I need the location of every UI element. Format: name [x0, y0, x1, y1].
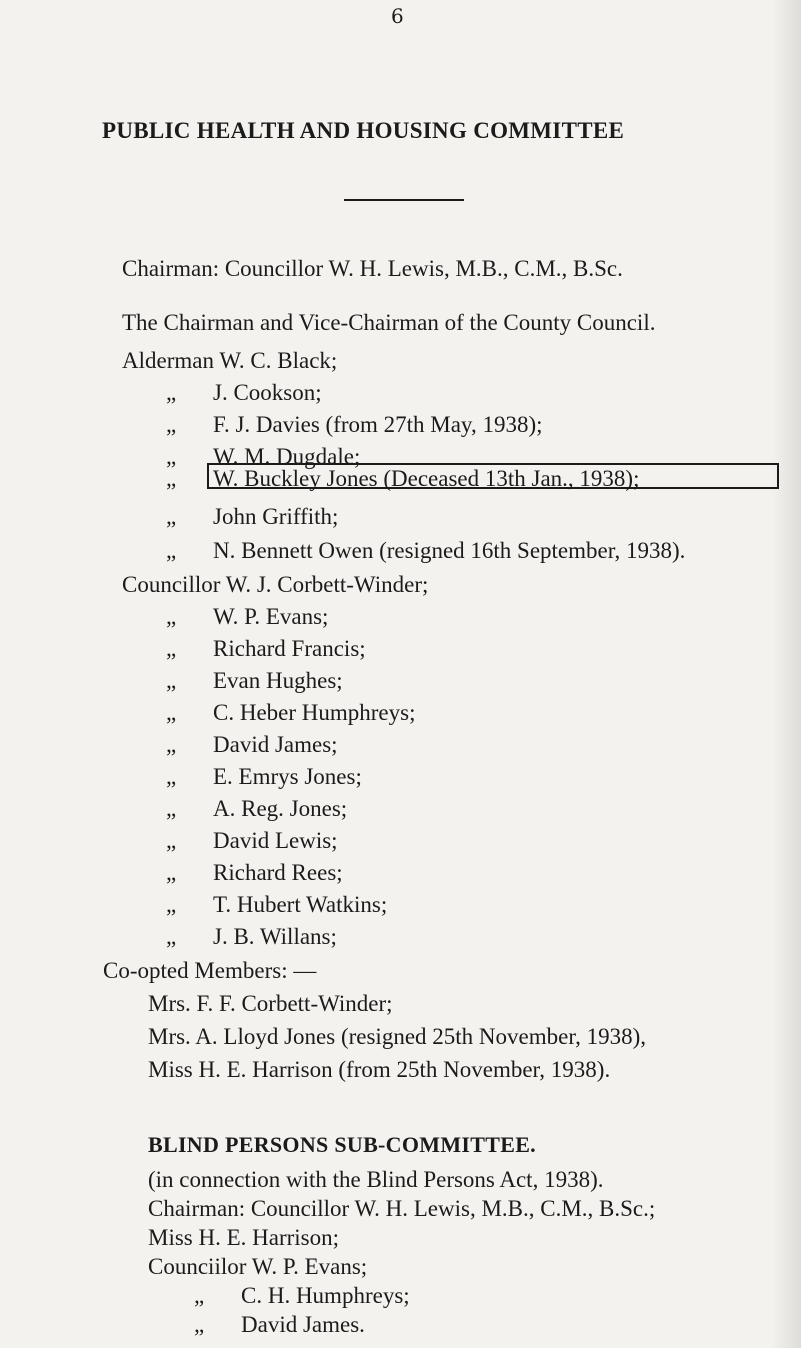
ditto-mark: „: [166, 466, 177, 491]
ditto-mark: „: [166, 504, 177, 529]
ditto-mark: „: [166, 636, 177, 661]
ditto-mark: „: [194, 1312, 205, 1337]
ditto-mark: „: [166, 412, 177, 437]
councillor-row: [166, 796, 347, 822]
councillor-row: [166, 668, 343, 694]
sub-committee-member: C. H. Humphreys;: [241, 1283, 410, 1308]
councillor-row: [166, 636, 366, 662]
sub-committee-row-last: [194, 1312, 365, 1338]
councillor-name: David Lewis;: [213, 828, 338, 853]
heading-rule: [344, 199, 464, 201]
councillor-row: [166, 860, 343, 886]
ditto-mark: „: [166, 860, 177, 885]
alderman-name: J. Cookson;: [213, 380, 322, 405]
councillor-name: David James;: [213, 732, 338, 757]
ditto-mark: „: [166, 700, 177, 725]
ditto-mark: „: [166, 444, 177, 469]
ditto-mark: „: [166, 796, 177, 821]
councillor-name: E. Emrys Jones;: [213, 764, 362, 789]
councillor-name: W. J. Corbett-Winder;: [225, 572, 429, 597]
councillor-row: [166, 700, 416, 726]
intro-line: The Chairman and Vice-Chairman of the County Council.: [122, 310, 656, 335]
committee-heading: PUBLIC HEALTH AND HOUSING COMMITTEE: [102, 118, 625, 143]
councillor-name: C. Heber Humphreys;: [213, 700, 416, 725]
councillor-name: W. P. Evans;: [213, 604, 329, 629]
councillor-name: A. Reg. Jones;: [213, 796, 348, 821]
sub-committee-member: W. P. Evans;: [251, 1254, 368, 1279]
councillor-row: [166, 924, 337, 950]
councillor-row: [166, 732, 338, 758]
alderman-name: W. M. Dugdale;: [213, 444, 361, 469]
councillor-name: Richard Rees;: [213, 860, 343, 885]
co-opted-member: Miss H. E. Harrison (from 25th November, 1938).: [148, 1057, 611, 1082]
alderman-name: N. Bennett Owen (resigned 16th September, 1938).: [213, 538, 686, 563]
sub-committee-member: David James.: [241, 1312, 365, 1337]
ditto-mark: „: [166, 924, 177, 949]
alderman-name: F. J. Davies (from 27th May, 1938);: [213, 412, 543, 437]
alderman-row: [166, 504, 338, 530]
alderman-row: [166, 538, 685, 564]
page-number: 6: [391, 4, 404, 28]
councillor-row: [166, 828, 338, 854]
sub-committee-note: (in connection with the Blind Persons Act, 1938).: [148, 1167, 604, 1192]
ditto-mark: „: [166, 604, 177, 629]
councillor-title: Councillor: [122, 572, 221, 597]
alderman-row: [166, 412, 543, 438]
alderman-row: [166, 380, 322, 406]
ditto-mark: „: [166, 732, 177, 757]
councillor-row: [166, 892, 387, 918]
councillor-row: [166, 764, 362, 790]
councillor-first-row: [122, 572, 428, 598]
sub-committee-councillor-row: [148, 1254, 367, 1280]
co-opted-member: Mrs. F. F. Corbett-Winder;: [148, 991, 393, 1016]
ditto-mark: „: [166, 892, 177, 917]
page-edge-shadow: [771, 0, 801, 1348]
councillor-name: Richard Francis;: [213, 636, 366, 661]
alderman-first-row: [122, 348, 337, 374]
councillor-name: Evan Hughes;: [213, 668, 343, 693]
sub-committee-member: Miss H. E. Harrison;: [148, 1225, 340, 1250]
chairman-line: Chairman: Councillor W. H. Lewis, M.B., C.M., B.Sc.: [122, 256, 623, 281]
alderman-row: [166, 466, 639, 492]
sub-committee-row: [194, 1283, 410, 1309]
co-opted-title: Co-opted Members: —: [103, 958, 317, 983]
co-opted-member: Mrs. A. Lloyd Jones (resigned 25th November, 1938),: [148, 1024, 646, 1049]
ditto-mark: „: [166, 380, 177, 405]
councillor-title: Counciilor: [148, 1254, 247, 1279]
ditto-mark: „: [194, 1283, 205, 1308]
alderman-name: John Griffith;: [213, 504, 339, 529]
alderman-name: W. Buckley Jones (Deceased 13th Jan., 1938);: [213, 466, 640, 491]
sub-committee-chairman: Chairman: Councillor W. H. Lewis, M.B., C.M., B.Sc.;: [148, 1196, 656, 1221]
councillor-name: T. Hubert Watkins;: [213, 892, 388, 917]
councillor-row: [166, 604, 328, 630]
councillor-name: J. B. Willans;: [213, 924, 337, 949]
ditto-mark: „: [166, 538, 177, 563]
ditto-mark: „: [166, 668, 177, 693]
ditto-mark: „: [166, 764, 177, 789]
alderman-title: Alderman: [122, 348, 214, 373]
ditto-mark: „: [166, 828, 177, 853]
alderman-name: W. C. Black;: [219, 348, 338, 373]
sub-committee-heading: BLIND PERSONS SUB-COMMITTEE.: [148, 1132, 536, 1157]
